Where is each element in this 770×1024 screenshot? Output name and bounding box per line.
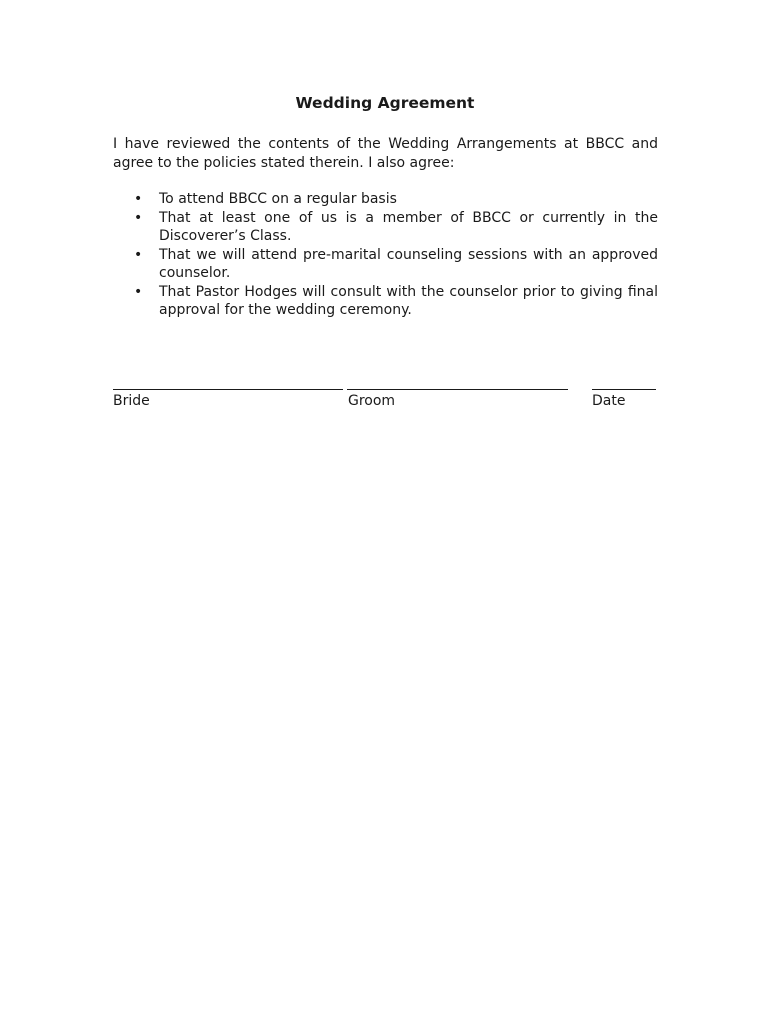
list-item-text: That at least one of us is a member of BBCC or currently in the Discoverer’s Class.	[159, 209, 658, 244]
list-item-text: That Pastor Hodges will consult with the counselor prior to giving final approval for the wedding ceremony.	[159, 283, 658, 318]
list-item-text: To attend BBCC on a regular basis	[159, 191, 397, 207]
list-item-text: That we will attend pre-marital counseling sessions with an approved counselor.	[159, 246, 658, 281]
bride-signature-line	[113, 389, 343, 390]
list-item	[113, 209, 658, 246]
groom-signature-line	[347, 389, 568, 390]
list-item	[113, 190, 658, 209]
bullet-icon: •	[134, 246, 143, 263]
intro-paragraph: I have reviewed the contents of the Wedding Arrangements at BBCC and agree to the policies stated therein. I also agree:	[113, 136, 658, 171]
list-item	[113, 246, 658, 283]
groom-label: Groom	[348, 393, 396, 409]
date-signature-line	[592, 389, 656, 390]
bullet-icon: •	[134, 191, 143, 207]
document-title: Wedding Agreement	[295, 94, 475, 112]
bullet-icon: •	[134, 209, 143, 226]
date-label: Date	[592, 393, 626, 409]
bride-label: Bride	[113, 393, 150, 409]
bullet-icon: •	[134, 283, 143, 300]
agreement-list	[113, 190, 658, 320]
list-item	[113, 283, 658, 320]
